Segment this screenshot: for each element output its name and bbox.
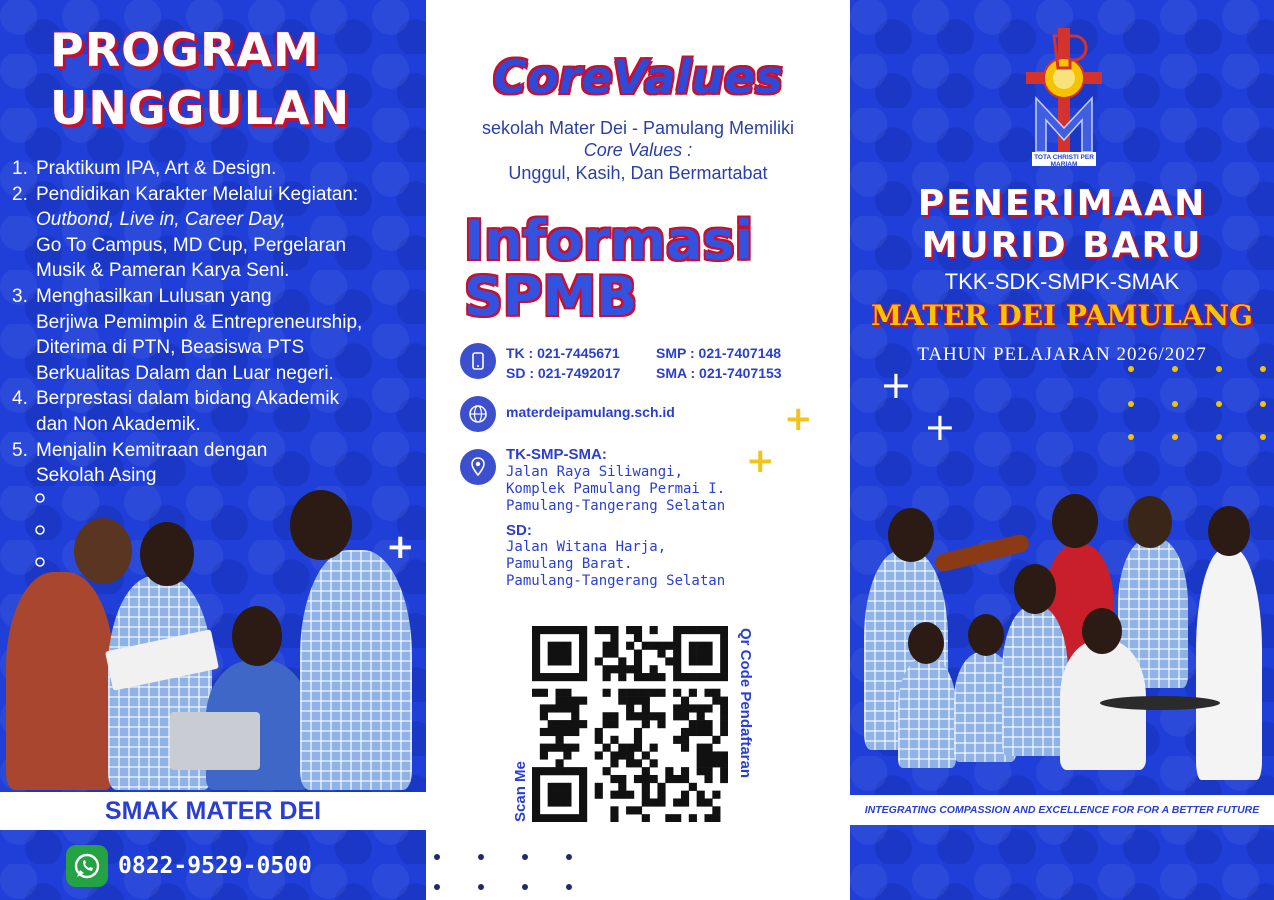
- core-values-line3: Unggul, Kasih, Dan Bermartabat: [508, 163, 768, 183]
- whatsapp-contact[interactable]: [66, 845, 312, 887]
- child-head: [908, 622, 944, 664]
- teacher-head: [74, 518, 132, 584]
- program-item-5: 5. Menjalin Kemitraan dengan Sekolah Asing: [12, 439, 268, 487]
- plus-icon: +: [924, 405, 956, 449]
- qr-scan-label: Scan Me: [512, 761, 529, 822]
- school-label-strip: [0, 792, 426, 830]
- student-head: [1082, 608, 1122, 654]
- school-logo-icon: [1024, 28, 1104, 168]
- academic-year: TAHUN PELAJARAN 2026/2027: [917, 344, 1207, 365]
- enrollment-title-line2: MURID BARU: [921, 225, 1203, 266]
- violin-icon: [933, 533, 1031, 574]
- whatsapp-number: 0822-9529-0500: [118, 853, 312, 879]
- plus-icon: +: [746, 441, 775, 481]
- whatsapp-icon: [66, 845, 108, 887]
- address-sd-line2: Pamulang Barat.: [506, 556, 633, 572]
- program-list: [12, 156, 416, 489]
- child-figure: [898, 658, 956, 768]
- contact-tk[interactable]: TK : 021-7445671: [506, 345, 620, 361]
- address-sd-line3: Pamulang-Tangerang Selatan: [506, 573, 726, 589]
- student-guitar-figure: [1002, 606, 1068, 756]
- logo-motto: TOTA CHRISTI PER MARIAM: [1034, 154, 1094, 168]
- website-link[interactable]: materdeipamulang.sch.id: [506, 404, 675, 420]
- student-boy-head: [290, 490, 352, 560]
- qr-code-icon: [532, 626, 728, 822]
- plus-icon: +: [784, 399, 813, 439]
- teacher-seated-head: [232, 606, 282, 666]
- core-values-line1: sekolah Mater Dei - Pamulang Memiliki: [481, 118, 795, 138]
- qr-code-label: Qr Code Pendaftaran: [737, 628, 754, 779]
- enrollment-title-line1: PENERIMAAN: [917, 183, 1207, 224]
- phone-icon: [460, 343, 496, 379]
- address-main-line3: Pamulang-Tangerang Selatan: [506, 498, 726, 514]
- program-title-line2: UNGGULAN: [50, 81, 351, 135]
- core-values-title: CoreValues: [493, 50, 783, 104]
- registration-qr-code[interactable]: [532, 626, 728, 822]
- dot-grid-decoration: [434, 854, 584, 894]
- address-sd-heading: SD:: [506, 522, 532, 539]
- left-panel: [0, 0, 426, 900]
- address-main-heading: TK-SMP-SMA:: [506, 446, 607, 463]
- teacher-figure: [6, 572, 114, 790]
- laptop-icon: [170, 712, 260, 770]
- tagline: INTEGRATING COMPASSION AND EXCELLENCE FOR FOR A BETTER FUTURE: [864, 804, 1260, 816]
- plus-icon: +: [880, 363, 912, 407]
- core-values-line2: Core Values :: [583, 140, 693, 160]
- contact-sma[interactable]: SMA : 021-7407153: [656, 365, 782, 381]
- program-item-2: 2. Pendidikan Karakter Melalui Kegiatan: Outbond, Live in, Career Day, Go To Campus, MD Cup, Pergelaran Musik & Pameran Karya Seni.: [12, 183, 359, 282]
- program-item-3: 3. Menghasilkan Lulusan yang Berjiwa Pemimpin & Entrepreneurship, Diterima di PTN, Beasiswa PTS Berkualitas Dalam dan Luar negeri.: [12, 285, 363, 384]
- map-pin-icon: [460, 449, 496, 485]
- student-head: [1052, 494, 1098, 548]
- plus-icon: +: [386, 527, 415, 567]
- globe-icon: [460, 396, 496, 432]
- info-title-line2: SPMB: [464, 265, 638, 328]
- student-head: [888, 508, 934, 562]
- center-panel: [426, 0, 850, 900]
- school-label: SMAK MATER DEI: [104, 796, 322, 825]
- address-main-line1: Jalan Raya Siliwangi,: [506, 464, 684, 480]
- school-name: MATER DEI PAMULANG: [871, 299, 1253, 332]
- student-head: [1128, 496, 1172, 548]
- yellow-dot-grid-decoration: [1128, 366, 1268, 442]
- student-boy-figure: [300, 550, 412, 790]
- right-panel: [850, 0, 1274, 900]
- program-item-4: 4. Berprestasi dalam bidang Akademik dan Non Akademik.: [12, 388, 340, 435]
- child-head: [968, 614, 1004, 656]
- address-sd-line1: Jalan Witana Harja,: [506, 539, 667, 555]
- address-main-line2: Komplek Pamulang Permai I.: [506, 481, 726, 497]
- tagline-strip: [850, 795, 1274, 825]
- student-lab-coat-figure: [1196, 548, 1262, 780]
- students-photo: [850, 490, 1274, 795]
- contact-sd[interactable]: SD : 021-7492017: [506, 365, 621, 381]
- student-girl-head: [140, 522, 194, 586]
- program-title-line1: PROGRAM: [50, 23, 320, 77]
- contact-smp[interactable]: SMP : 021-7407148: [656, 345, 782, 361]
- student-head: [1208, 506, 1250, 556]
- program-item-1: 1. Praktikum IPA, Art & Design.: [12, 158, 277, 179]
- school-levels: TKK-SDK-SMPK-SMAK: [944, 269, 1180, 294]
- info-title-line1: Informasi: [464, 209, 754, 272]
- student-head: [1014, 564, 1056, 614]
- students-teacher-photo: [0, 490, 426, 790]
- table-icon: [1100, 696, 1220, 710]
